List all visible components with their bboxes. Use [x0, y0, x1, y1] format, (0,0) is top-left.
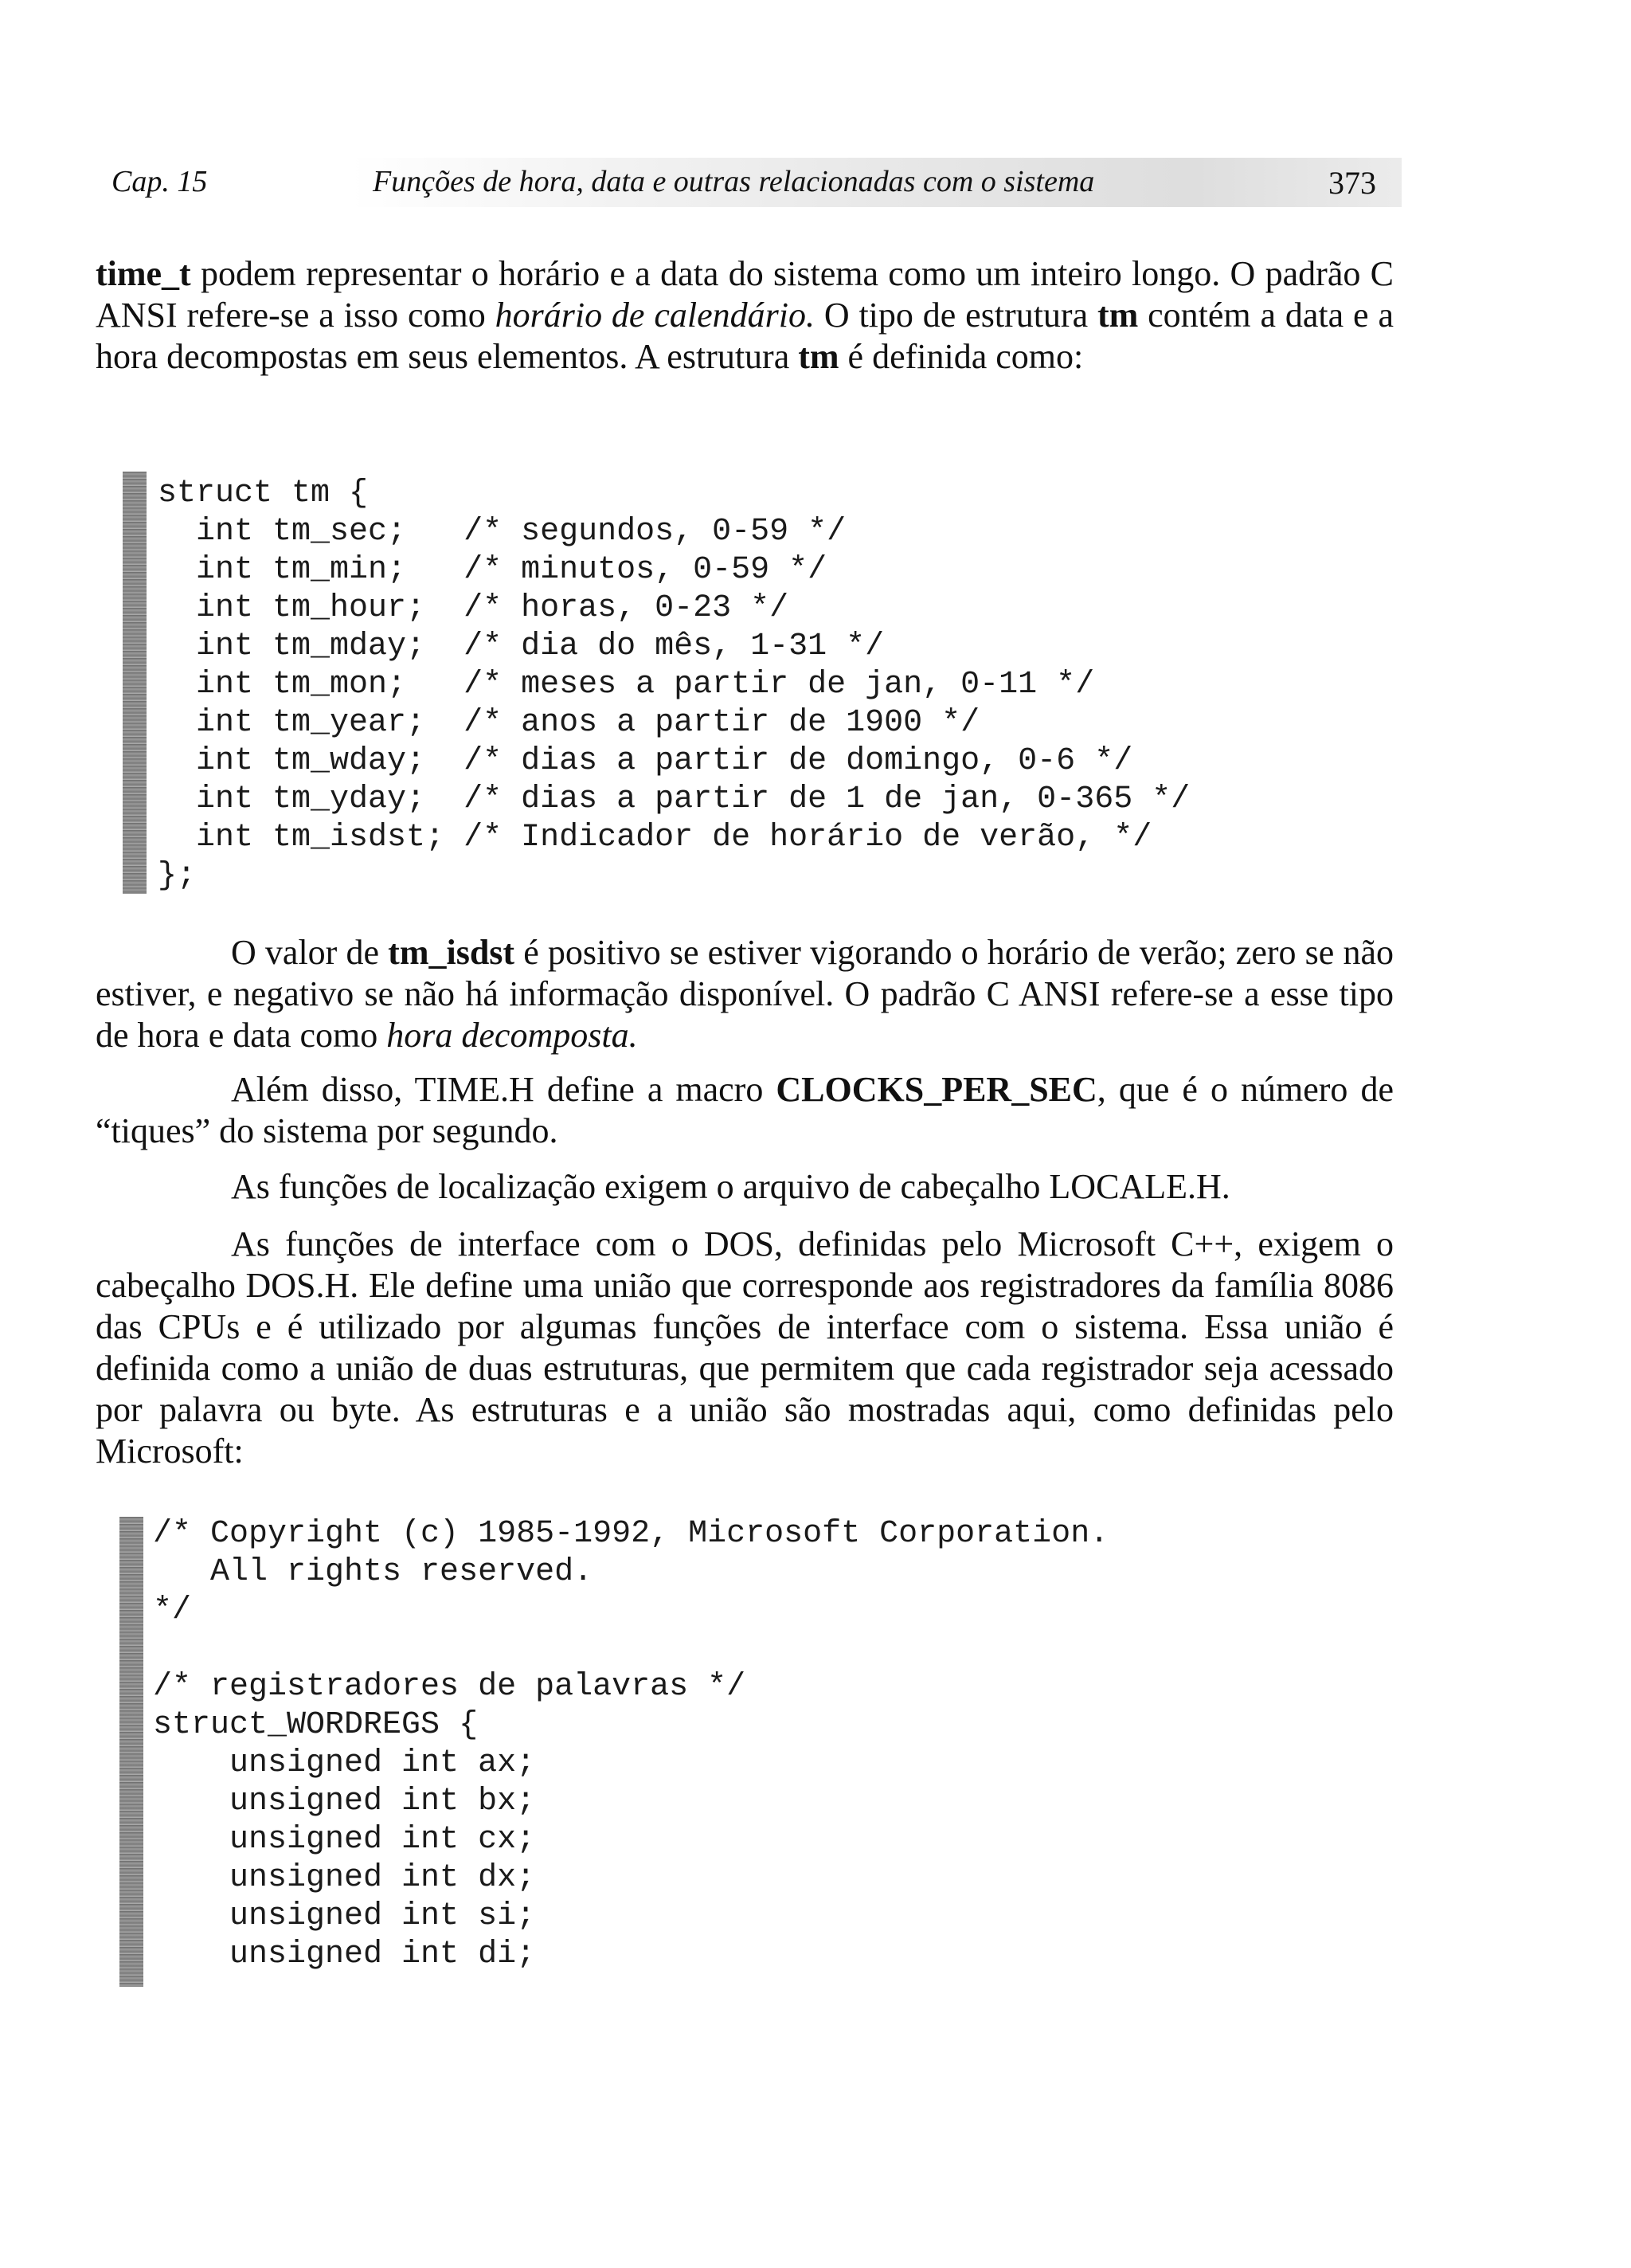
chapter-title: Funções de hora, data e outras relacionadas com o sistema: [373, 165, 1095, 198]
code-line: };: [158, 858, 197, 894]
code-line: All rights reserved.: [153, 1554, 593, 1590]
paragraph-text: As funções de interface com o DOS, definidas pelo Microsoft C++, exigem o cabeçalho DOS.H. Ele define uma união que corresponde aos registradores da família 8086 das CPUs e é utilizado por algumas funções de interface com o sistema. Essa união é definida como a união de duas estruturas, que permitem que cada registrador seja acessado por palavra ou byte. As estruturas e a união são mostradas aqui, como definidas pelo Microsoft:: [96, 1224, 1394, 1471]
paragraph-tm-isdst: [96, 932, 1394, 1056]
code-line: /* Copyright (c) 1985-1992, Microsoft Corporation.: [153, 1516, 1109, 1552]
term-tm-isdst: tm_isdst: [388, 933, 515, 972]
code-line: struct_WORDREGS {: [153, 1707, 479, 1743]
code-line: /* registradores de palavras */: [153, 1669, 746, 1705]
paragraph-text: podem representar o horário e a data do sistema como um inteiro longo. O padrão C ANSI refere-se a isso como: [96, 254, 1394, 335]
page-number: 373: [1328, 165, 1376, 201]
code-line: unsigned int di;: [153, 1937, 536, 1972]
code-line: struct tm {: [158, 476, 369, 511]
code-line: unsigned int bx;: [153, 1784, 536, 1819]
term-time-t: time_t: [96, 254, 191, 293]
code-line: unsigned int dx;: [153, 1860, 536, 1896]
code-line: int tm_hour; /* horas, 0-23 */: [158, 590, 789, 626]
paragraph-dos-interface: [96, 1224, 1394, 1472]
paragraph-text: O tipo de estrutura: [814, 296, 1097, 335]
code-block-marker: [119, 1517, 143, 1987]
code-block-marker: [123, 472, 147, 894]
code-line: int tm_mon; /* meses a partir de jan, 0-11 */: [158, 667, 1095, 703]
code-block-struct-tm: [158, 475, 1190, 895]
term-tm: tm: [1097, 296, 1139, 335]
code-block-wordregs: [153, 1515, 1109, 1974]
code-line: int tm_year; /* anos a partir de 1900 */: [158, 705, 980, 741]
paragraph-text: contém a data e a hora decompostas em seus elementos. A estrutura: [96, 296, 1394, 376]
code-line: unsigned int si;: [153, 1898, 536, 1934]
paragraph-text: é positivo se estiver vigorando o horário de verão; zero se não estiver, e negativo se não há informação disponível. O padrão C ANSI refere-se a esse tipo de hora e data como: [96, 933, 1394, 1055]
term-broken-down-time: hora decomposta.: [386, 1016, 638, 1055]
paragraph-text: , que é o número de “tiques” do sistema por segundo.: [96, 1070, 1394, 1150]
term-tm: tm: [798, 337, 839, 376]
paragraph-text: As funções de localização exigem o arquivo de cabeçalho LOCALE.H.: [231, 1167, 1230, 1206]
paragraph-text: Além disso, TIME.H define a macro: [231, 1070, 776, 1109]
code-line: unsigned int ax;: [153, 1745, 536, 1781]
code-line: unsigned int cx;: [153, 1822, 536, 1858]
paragraph-text: O valor de: [231, 933, 389, 972]
code-line: int tm_mday; /* dia do mês, 1-31 */: [158, 629, 885, 664]
paragraph-text: é definida como:: [839, 337, 1084, 376]
term-clocks-per-sec: CLOCKS_PER_SEC: [776, 1070, 1097, 1109]
code-line: [153, 1630, 1109, 1668]
paragraph-time-t: [96, 253, 1394, 378]
code-line: int tm_sec; /* segundos, 0-59 */: [158, 514, 847, 550]
running-header: [111, 158, 1402, 209]
code-line: int tm_min; /* minutos, 0-59 */: [158, 552, 827, 588]
code-line: int tm_isdst; /* Indicador de horário de verão, */: [158, 820, 1152, 856]
code-line: int tm_yday; /* dias a partir de 1 de jan, 0-365 */: [158, 781, 1191, 817]
chapter-label: Cap. 15: [111, 165, 208, 198]
term-calendar-time: horário de calendário.: [495, 296, 815, 335]
code-line: */: [153, 1592, 192, 1628]
code-line: int tm_wday; /* dias a partir de domingo, 0-6 */: [158, 743, 1133, 779]
paragraph-clocks-per-sec: [96, 1069, 1394, 1152]
paragraph-locale: [96, 1166, 1394, 1208]
